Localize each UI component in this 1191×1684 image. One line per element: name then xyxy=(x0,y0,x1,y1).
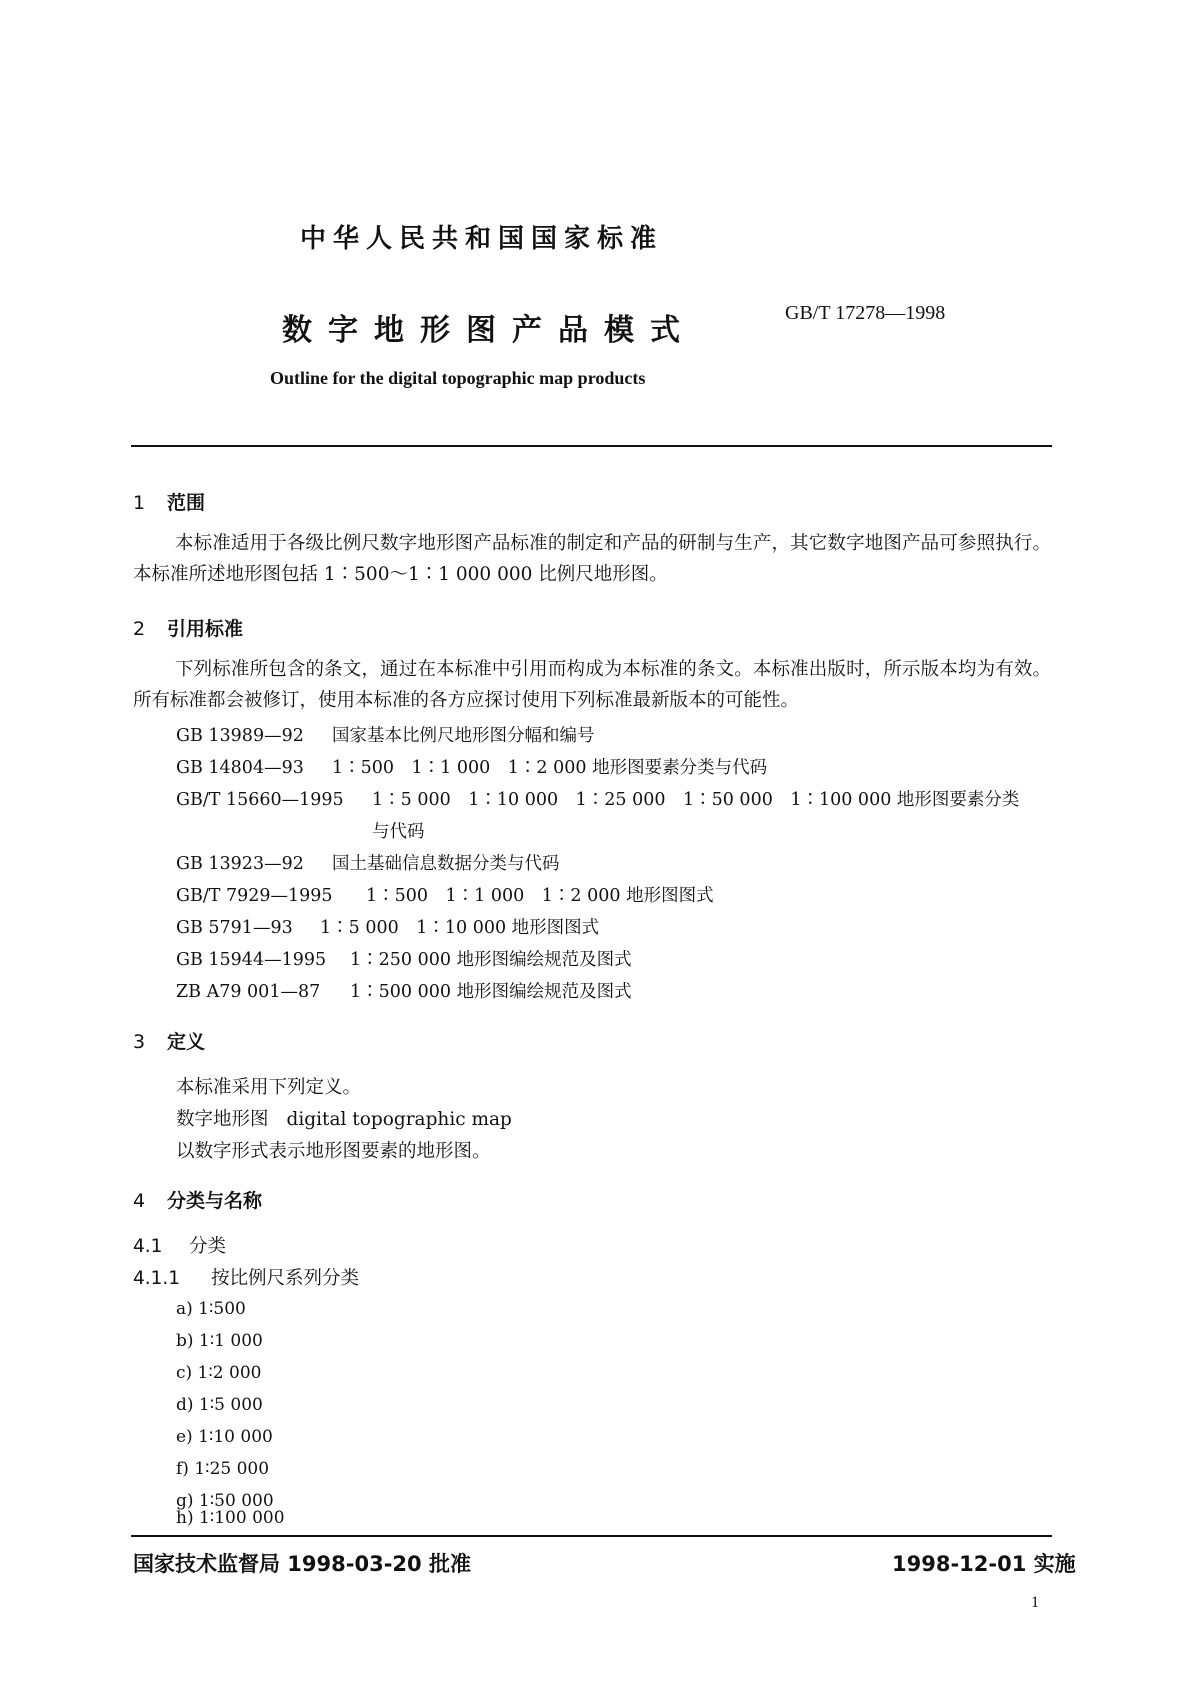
reference-code: GB 15944—1995 xyxy=(176,950,327,970)
approval-date: 国家技术监督局 1998-03-20 批准 xyxy=(133,1552,471,1576)
list-item: g) 1∶50 000 xyxy=(176,1491,274,1511)
subsection-title: 分类 xyxy=(189,1236,227,1257)
list-item: c) 1∶2 000 xyxy=(176,1363,262,1383)
reference-desc: 1∶500 1∶1 000 1∶2 000 地形图要素分类与代码 xyxy=(332,758,768,778)
section-1-paragraph: 本标准适用于各级比例尺数字地形图产品标准的制定和产品的研制与生产，其它数字地图产品可参照执行。本标准所述地形图包括 1∶500～1∶1 000 000 比例尺地形图。 xyxy=(133,533,1051,585)
definition-intro: 本标准采用下列定义。 xyxy=(176,1077,362,1098)
subsection-title: 按比例尺系列分类 xyxy=(211,1268,360,1289)
section-number: 2 xyxy=(133,618,146,640)
subsection-number: 4.1.1 xyxy=(133,1268,181,1289)
header-divider xyxy=(131,445,1052,447)
standard-code: GB/T 17278—1998 xyxy=(785,302,946,324)
reference-item xyxy=(176,946,632,971)
reference-code: GB 5791—93 xyxy=(176,918,293,938)
standard-country-heading: 中华人民共和国国家标准 xyxy=(300,224,664,254)
reference-desc: 国土基础信息数据分类与代码 xyxy=(332,854,560,874)
footer-divider xyxy=(131,1535,1052,1537)
section-number: 1 xyxy=(133,492,146,514)
document-title-cn: 数字地形图产品模式 xyxy=(282,313,696,348)
section-2-paragraph: 下列标准所包含的条文，通过在本标准中引用而构成为本标准的条文。本标准出版时，所示版本均为有效。所有标准都会被修订，使用本标准的各方应探讨使用下列标准最新版本的可能性。 xyxy=(133,659,1051,711)
section-1-heading xyxy=(133,488,205,515)
reference-item xyxy=(176,722,595,747)
effective-date: 1998-12-01 实施 xyxy=(892,1552,1076,1576)
section-title: 分类与名称 xyxy=(167,1190,263,1212)
reference-code: GB 13923—92 xyxy=(176,854,304,874)
list-item: f) 1∶25 000 xyxy=(176,1459,270,1479)
list-item: d) 1∶5 000 xyxy=(176,1395,263,1415)
reference-desc: 与代码 xyxy=(372,822,425,842)
subsection-4-1-heading xyxy=(133,1232,226,1258)
list-item: e) 1∶10 000 xyxy=(176,1427,273,1447)
definition-term xyxy=(176,1105,512,1131)
reference-desc: 1∶5 000 1∶10 000 地形图图式 xyxy=(320,918,600,938)
section-title: 引用标准 xyxy=(167,618,244,640)
reference-item xyxy=(176,786,1019,811)
list-item: h) 1∶100 000 xyxy=(176,1508,285,1528)
section-title: 定义 xyxy=(167,1031,206,1053)
section-number: 4 xyxy=(133,1190,146,1212)
reference-item xyxy=(176,914,599,939)
reference-item xyxy=(176,754,767,779)
term-cn: 数字地形图 xyxy=(176,1109,269,1130)
reference-code: ZB A79 001—87 xyxy=(176,982,321,1002)
section-title: 范围 xyxy=(167,492,206,514)
list-item: b) 1∶1 000 xyxy=(176,1331,263,1351)
reference-desc: 1∶500 1∶1 000 1∶2 000 地形图图式 xyxy=(366,886,714,906)
reference-item-continuation xyxy=(176,818,425,843)
document-title-en: Outline for the digital topographic map products xyxy=(270,368,646,388)
subsection-number: 4.1 xyxy=(133,1236,163,1257)
page-number: 1 xyxy=(1031,1594,1039,1611)
reference-item xyxy=(176,850,560,875)
section-2-heading xyxy=(133,614,243,641)
list-item: a) 1∶500 xyxy=(176,1299,246,1319)
reference-desc: 1∶5 000 1∶10 000 1∶25 000 1∶50 000 1∶100 000 地形图要素分类 xyxy=(372,790,1020,810)
reference-code: GB/T 15660—1995 xyxy=(176,790,344,810)
section-number: 3 xyxy=(133,1031,146,1053)
reference-item xyxy=(176,882,714,907)
reference-desc: 1∶500 000 地形图编绘规范及图式 xyxy=(350,982,632,1002)
reference-desc: 国家基本比例尺地形图分幅和编号 xyxy=(332,726,595,746)
reference-code: GB 13989—92 xyxy=(176,726,304,746)
subsection-4-1-1-heading xyxy=(133,1264,359,1290)
term-en: digital topographic map xyxy=(286,1109,512,1130)
reference-code: GB 14804—93 xyxy=(176,758,304,778)
section-3-heading xyxy=(133,1027,205,1054)
reference-item xyxy=(176,978,632,1003)
section-4-heading xyxy=(133,1186,262,1213)
definition-text: 以数字形式表示地形图要素的地形图。 xyxy=(176,1141,491,1162)
reference-code: GB/T 7929—1995 xyxy=(176,886,333,906)
reference-desc: 1∶250 000 地形图编绘规范及图式 xyxy=(350,950,632,970)
